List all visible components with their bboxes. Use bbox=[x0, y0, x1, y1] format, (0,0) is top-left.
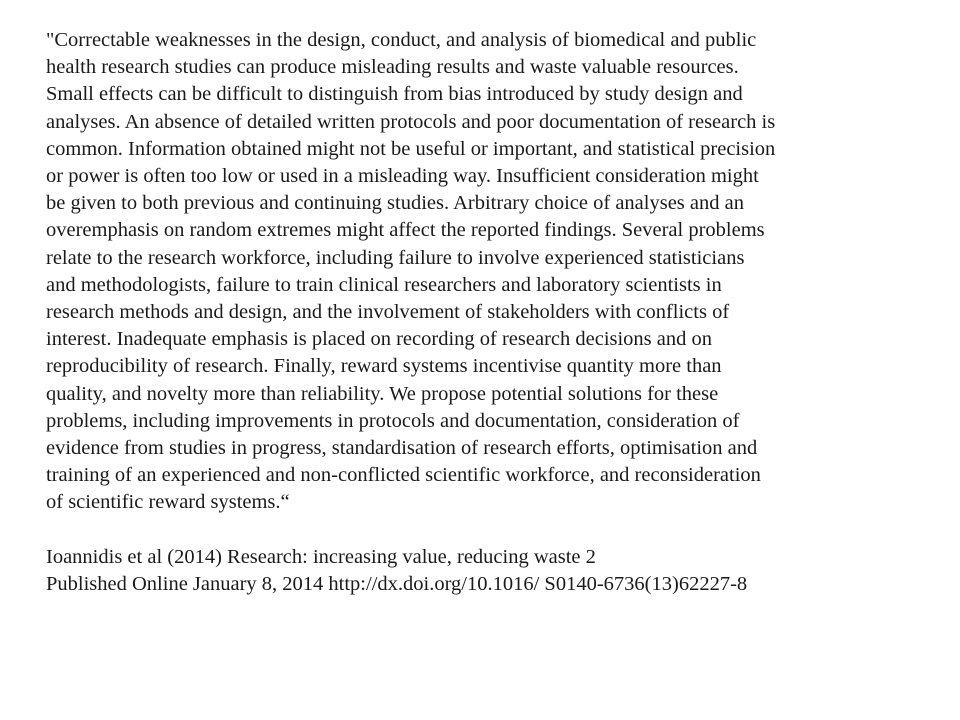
quote-line: analyses. An absence of detailed written protocols and poor documentation of research is bbox=[46, 110, 776, 133]
quote-line: of scientific reward systems.“ bbox=[46, 491, 290, 514]
quote-line: evidence from studies in progress, standardisation of research efforts, optimisation and bbox=[46, 437, 758, 460]
quote-line: quality, and novelty more than reliability. We propose potential solutions for these bbox=[46, 382, 719, 405]
quote-line: or power is often too low or used in a misleading way. Insufficient consideration might bbox=[46, 165, 759, 188]
quote-line: health research studies can produce misleading results and waste valuable resources. bbox=[46, 56, 739, 79]
quote-line: relate to the research workforce, including failure to involve experienced statisticians bbox=[46, 246, 745, 269]
quote-line: be given to both previous and continuing studies. Arbitrary choice of analyses and an bbox=[46, 192, 744, 215]
citation-reference: Ioannidis et al (2014) Research: increasing value, reducing waste 2 bbox=[46, 545, 596, 568]
citation-publication: Published Online January 8, 2014 http://dx.doi.org/10.1016/ S0140-6736(13)62227-8 bbox=[46, 573, 748, 596]
quote-line: research methods and design, and the involvement of stakeholders with conflicts of bbox=[46, 301, 730, 324]
quote-line: "Correctable weaknesses in the design, conduct, and analysis of biomedical and public bbox=[46, 29, 757, 51]
quote-line: interest. Inadequate emphasis is placed on recording of research decisions and on bbox=[46, 328, 713, 351]
paragraph-spacer bbox=[46, 517, 926, 544]
slide-content bbox=[46, 27, 926, 598]
quote-line: overemphasis on random extremes might affect the reported findings. Several problems bbox=[46, 219, 765, 242]
quote-line: Small effects can be difficult to distinguish from bias introduced by study design and bbox=[46, 83, 743, 106]
abstract-quote bbox=[46, 27, 926, 517]
quote-line: training of an experienced and non-conflicted scientific workforce, and reconsideration bbox=[46, 464, 761, 487]
citation bbox=[46, 544, 926, 598]
quote-line: reproducibility of research. Finally, reward systems incentivise quantity more than bbox=[46, 355, 722, 378]
quote-line: common. Information obtained might not be useful or important, and statistical precision bbox=[46, 137, 776, 160]
quote-line: and methodologists, failure to train clinical researchers and laboratory scientists in bbox=[46, 273, 722, 296]
quote-line: problems, including improvements in protocols and documentation, consideration of bbox=[46, 409, 740, 432]
